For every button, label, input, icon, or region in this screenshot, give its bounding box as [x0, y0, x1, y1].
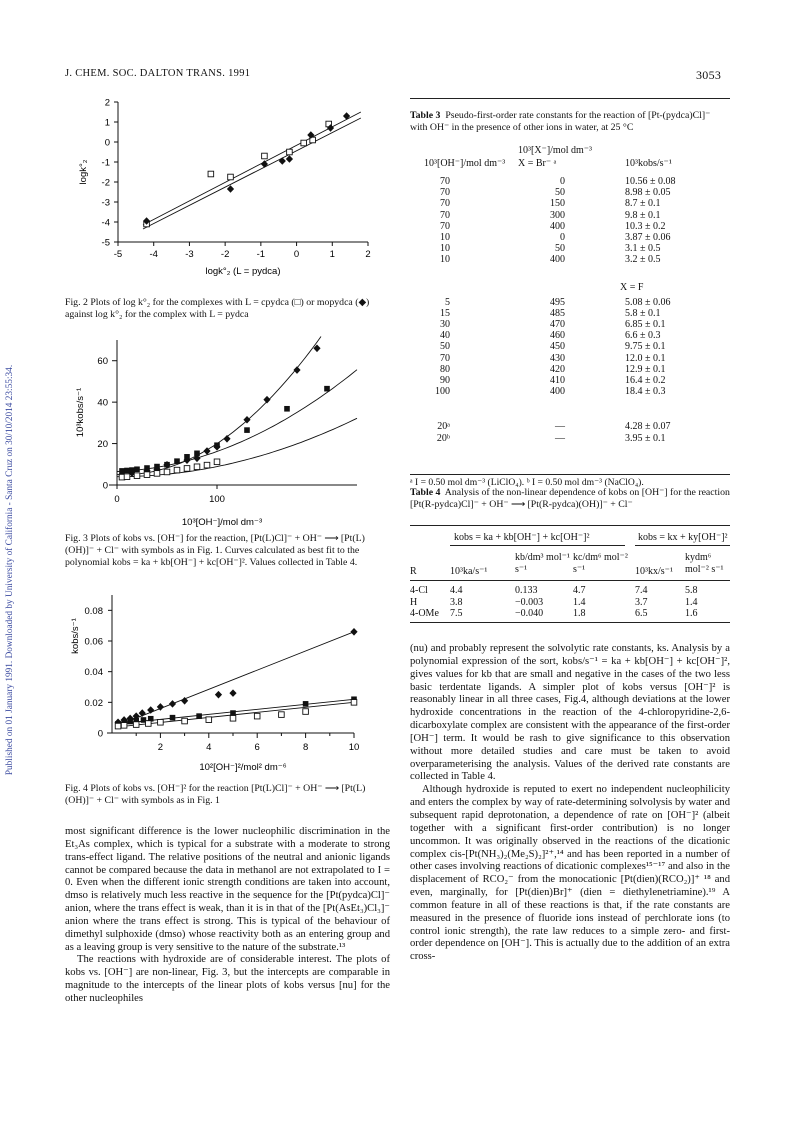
fig4-point-4-ome	[350, 628, 357, 636]
fig3-chart	[75, 337, 357, 529]
fig3-point-4-cl	[214, 459, 220, 465]
fig4-y-tick-label: 0.06	[84, 636, 103, 648]
fig2-point-mopydca	[261, 160, 268, 168]
fig4-chart	[70, 595, 359, 773]
fig4-plot	[70, 590, 390, 773]
table3-cell: 8.98 ± 0.05	[625, 187, 671, 199]
table3-row	[410, 433, 730, 445]
fig2-point-cpydca	[287, 149, 293, 155]
table4-header-ky: kydm⁶ mol⁻² s⁻¹	[685, 552, 724, 575]
fig2-x-tick-label: -2	[220, 249, 230, 260]
fig3-plot	[70, 330, 390, 530]
table3-cell: 12.0 ± 0.1	[625, 352, 666, 364]
table4-top-rule	[410, 525, 730, 526]
fig3-fit-curve	[117, 370, 357, 472]
fig3-y-tick-label: 40	[97, 397, 108, 409]
table3-row	[410, 221, 730, 233]
table3-cell: 18.4 ± 0.3	[625, 385, 666, 397]
table3-cell: 70	[440, 352, 450, 364]
fig3-point-4-cl	[174, 467, 180, 473]
table3-cell: 70	[440, 176, 450, 187]
fig4-y-tick-label: 0.02	[84, 697, 103, 709]
table3-cell: 10.3 ± 0.2	[625, 220, 666, 232]
table3-cell: 70	[440, 209, 450, 221]
table3-cell: 420	[550, 363, 565, 375]
fig3-point-4-cl	[154, 471, 160, 477]
table3-cell: 70	[440, 198, 450, 210]
fig3-point-4-cl	[144, 472, 150, 478]
fig4-point-4-ome	[215, 691, 222, 699]
fig4-fit-line	[118, 702, 354, 727]
table4-header-kb: kb/dm³ mol⁻¹ s⁻¹	[515, 552, 570, 575]
fig2-y-label: logk°₂	[78, 159, 89, 185]
fig4-x-tick-label: 4	[206, 742, 212, 753]
fig2-caption: Fig. 2 Plots of log k°₂ for the complexes with L = cpydca (□) or mopydca (◆) against log k°₂ for the complex with L = pydca	[65, 297, 370, 320]
table4-cell: 1.6	[685, 608, 698, 619]
table3-cell: 40	[440, 330, 450, 342]
fig3-x-label: 10³[OH⁻]/mol dm⁻³	[181, 517, 263, 528]
table3-cell: 30	[440, 319, 450, 331]
table3-cell: 70	[440, 187, 450, 199]
fig4-point-4-cl	[230, 715, 236, 721]
table3-cell: 20ᵇ	[436, 432, 450, 444]
fig3-y-tick-label: 60	[97, 356, 108, 368]
table3-cell: —	[555, 421, 565, 432]
fig2-y-tick-label: 0	[104, 137, 110, 149]
journal-header: J. CHEM. SOC. DALTON TRANS. 1991	[65, 68, 251, 79]
table3-footnote: ᵃ I = 0.50 mol dm⁻³ (LiClO₄). ᵇ I = 0.50 mol dm⁻³ (NaClO₄).	[410, 477, 644, 488]
table3-cell: 0	[560, 232, 565, 243]
fig3-x-tick-label: 0	[114, 494, 120, 505]
table4-cell: 4.7	[573, 585, 586, 596]
fig4-point-h	[230, 710, 236, 716]
table4-cell: −0.040	[515, 608, 544, 619]
table4-header-r: R	[410, 566, 417, 577]
fig4-y-tick-label: 0.04	[84, 667, 103, 679]
fig2-x-tick-label: -1	[256, 249, 266, 260]
table3-cell: 15	[440, 308, 450, 320]
table3-cell: 0	[560, 176, 565, 187]
table4-header-kx: 10³kx/s⁻¹	[635, 566, 673, 577]
fig4-x-label: 10²[OH⁻]²/mol² dm⁻⁶	[199, 762, 287, 773]
fig3-point-4-cl	[164, 469, 170, 475]
table4-eq2: kobs = kx + ky[OH⁻]²	[638, 532, 728, 543]
table4-header-kc: kc/dm⁶ mol⁻² s⁻¹	[573, 552, 628, 575]
table3-row	[410, 198, 730, 210]
table3-row	[410, 176, 730, 188]
table4-bottom-rule	[410, 622, 730, 623]
fig2-point-mopydca	[343, 112, 350, 120]
table4-cell: 1.8	[573, 608, 586, 619]
table3-cell: 3.95 ± 0.1	[625, 432, 666, 444]
fig3-point-4-cl	[134, 473, 140, 479]
fig4-point-4-cl	[146, 721, 152, 727]
fig2-fit-mopydca	[143, 118, 361, 229]
download-watermark: Published on 01 January 1991. Downloaded by University of California - Santa Cruz on 30/10/2014 23:55:34.	[5, 364, 15, 776]
table3-row	[410, 210, 730, 222]
table4-eq1: kobs = ka + kb[OH⁻] + kc[OH⁻]²	[454, 532, 590, 543]
table3-cell: 20ᵃ	[437, 421, 450, 432]
table3-cell: 400	[550, 385, 565, 397]
fig4-point-h	[127, 719, 133, 725]
table3-cell: 90	[440, 374, 450, 386]
fig4-point-4-ome	[147, 706, 154, 714]
fig3-y-tick-label: 0	[102, 480, 108, 492]
left-column-text	[65, 826, 390, 1006]
fig2-point-cpydca	[228, 174, 234, 180]
table3-cell: 495	[550, 297, 565, 308]
fig4-point-4-cl	[121, 723, 127, 729]
fig3-point-h	[284, 406, 290, 412]
table3-row	[410, 421, 730, 433]
fig4-point-4-ome	[169, 700, 176, 708]
fig3-point-4-cl	[204, 462, 210, 468]
fig2-point-mopydca	[279, 157, 286, 165]
table4-cell: 3.8	[450, 596, 463, 608]
fig4-point-h	[170, 715, 176, 721]
fig2-point-mopydca	[286, 155, 293, 163]
fig4-point-h	[303, 701, 309, 707]
table3-header-x: X = Br⁻ ᵃ	[518, 158, 557, 169]
fig2-point-cpydca	[262, 153, 268, 159]
table3-cell: 470	[550, 319, 565, 331]
fig4-x-tick-label: 10	[348, 742, 360, 753]
table3-top-rule	[410, 98, 730, 99]
fig2-point-mopydca	[227, 185, 234, 193]
table4-header-ka: 10³ka/s⁻¹	[450, 566, 488, 577]
fig3-point-h	[119, 468, 125, 474]
fig4-point-4-cl	[303, 709, 309, 715]
page-number: 3053	[696, 68, 722, 82]
table3-cell: 6.85 ± 0.1	[625, 319, 666, 331]
table3-cell: 12.9 ± 0.1	[625, 363, 666, 375]
table4-cell: 1.4	[685, 596, 698, 608]
table3-cell: 4.28 ± 0.07	[625, 421, 671, 432]
fig4-point-4-cl	[279, 712, 285, 718]
table3-row	[410, 187, 730, 199]
fig3-point-4-ome	[263, 396, 270, 404]
fig4-x-tick-label: 8	[302, 742, 309, 753]
table3-cell: 50	[555, 187, 565, 199]
fig2-y-tick-label: 1	[104, 117, 110, 129]
table3-header-f: X = F	[620, 282, 644, 293]
table3-cell: 100	[435, 385, 450, 397]
table3-cell: 6.6 ± 0.3	[625, 330, 661, 342]
table3-cell: 10	[440, 254, 450, 266]
right-paragraph-2: Although hydroxide is reputed to exert no independent nucleophilicity and enters the complex by way of rate-determining solvolysis by water and subsequent rapid deprotonation, a dependence of rate on [OH⁻]² (albeit together with a significant first-order contribution) is no longer uncommon. It was originally observed in the reactions of the dicationic complex cis-[Pt(NH₃)₂(Me₂S)₂]²⁺,¹⁴ and has been reported in a number of other cases involving reactions of dicationic complexes¹⁵⁻¹⁷ and also in the displacement of RCO₂⁻ from the monocationic [Pt(dien)(RCO₂)]⁺ ¹⁸ and even, marginally, for [Pt(dien)Br]⁺ (dien = diethylenetriamine).¹⁹ A common feature in all of these reactions is that, if the rate constants are measured in the presence of fluoride ions instead of perchlorate ions (to control ionic strength), the rate law reduces to a simple zero- and first-order dependence on [OH⁻]. This is actually due to the addition of an extra cross-	[410, 784, 730, 963]
fig3-point-4-ome	[293, 366, 300, 374]
fig2-y-tick-label: -1	[101, 157, 110, 169]
left-paragraph-2: The reactions with hydroxide are of considerable interest. The plots of kobs vs. [OH⁻] are non-linear, Fig. 3, but the intercepts are comparable in magnitude to the intercepts of the linear plots of kobs versus [nu] for the other nucleophiles	[65, 954, 390, 1004]
table3-cell: 10	[440, 232, 450, 243]
fig3-point-4-cl	[184, 466, 190, 472]
table3-cell: 3.2 ± 0.5	[625, 254, 661, 266]
table4-cell: 4-Cl	[410, 585, 428, 596]
table3-cell: 10	[440, 243, 450, 255]
table4-cell: 6.5	[635, 608, 648, 619]
fig3-point-h	[154, 464, 160, 470]
fig3-point-h	[194, 451, 200, 457]
fig3-x-tick-label: 100	[209, 494, 225, 505]
fig3-point-4-cl	[124, 474, 130, 480]
fig2-x-tick-label: -4	[149, 249, 158, 260]
fig2-x-tick-label: 0	[293, 249, 300, 260]
fig3-point-h	[129, 467, 135, 473]
table3-cell: 400	[550, 254, 565, 266]
fig3-point-4-cl	[194, 464, 200, 470]
fig4-point-4-ome	[229, 689, 236, 697]
table3-cell: 460	[550, 330, 565, 342]
fig3-point-h	[164, 462, 170, 468]
table3-header-x-top: 10³[X⁻]/mol dm⁻³	[518, 145, 593, 156]
fig3-point-h	[124, 468, 130, 474]
fig4-y-tick-label: 0.08	[84, 605, 103, 617]
fig4-x-tick-label: 2	[157, 742, 164, 753]
fig2-x-tick-label: 2	[365, 249, 371, 260]
table3-title: Table 3 Pseudo-first-order rate constants for the reaction of [Pt-(pydca)Cl]⁻ with OH⁻ in the presence of other ions in water, at 25 °C	[410, 110, 711, 133]
fig3-fit-curve	[117, 337, 321, 475]
table3-cell: 450	[550, 341, 565, 353]
table4-cell: 4.4	[450, 585, 463, 596]
left-paragraph-1: most significant difference is the lower nucleophilic discrimination in the Et₃As complex, which is typical for a substrate with a moderate to strong trans-effect ligand. The relative positions of the neutral and anionic ligands cannot be compared because the data in methanol are not extrapolated to I = 0. Even when the different ionic strength conditions are taken into account, dmso is relatively much less reactive in the sequence for the [Pt(pydca)Cl]⁻ anion, where the trans effect is weak, than it is in that of the [Pt(AsEt₃)Cl₃]⁻ anion where the trans effect is strong. This is typical of the behaviour of dimethyl sulphoxide (dmso) whose reactivity both as an entering group and as a leaving group is very sensitive to the nature of the substrate.¹³	[65, 826, 390, 953]
table3-cell: —	[555, 432, 565, 444]
fig2-y-tick-label: 2	[104, 97, 110, 109]
fig2-x-tick-label: 1	[329, 249, 335, 260]
table4	[410, 530, 730, 630]
fig3-point-h	[324, 386, 330, 392]
right-paragraph-1: (nu) and probably represent the solvolytic rate constants, ks. Analysis by a polynomial expression of the sort, kobs/s⁻¹ = ka + kb[OH⁻] + kc[OH⁻]², gives values for kb that are small and negative in the cases of the two less basic terdentate ligands. A simpler plot of kobs versus [OH⁻]² is reasonably linear in all three cases, Fig.4, although deviations at the lower hydroxide concentrations in the reaction of the 4-chloropyridine-2,6-dicarboxylate complex are consistent with the appearance of the first-order [OH⁻] term. It would be rash to give significance to this observation without more detailed studies and care must be taken to avoid overparameterising the analysis. Values of the derived rate constants are collected in Table 4.	[410, 643, 730, 783]
table3-cell: 400	[550, 220, 565, 232]
table3-cell: 10.56 ± 0.08	[625, 176, 676, 187]
fig2-x-label: logk°₂ (L = pydca)	[205, 266, 281, 277]
table4-row	[410, 597, 730, 609]
fig4-point-4-cl	[254, 713, 260, 719]
fig2-y-tick-label: -5	[101, 237, 110, 249]
fig4-point-4-cl	[351, 700, 357, 706]
fig3-point-h	[174, 458, 180, 464]
fig2-x-tick-label: -3	[185, 249, 194, 260]
table4-title: Table 4 Analysis of the non-linear dependence of kobs on [OH⁻] for the reaction [Pt(R-pydca)Cl]⁻ + OH⁻ ⟶ [Pt(R-pydca)(OH)]⁻ + Cl⁻	[410, 487, 730, 510]
fig2-y-tick-label: -2	[101, 177, 110, 189]
fig4-point-4-ome	[139, 709, 146, 717]
fig4-point-4-cl	[206, 717, 212, 723]
table3-cell: 70	[440, 220, 450, 232]
fig3-point-h	[134, 466, 140, 472]
fig4-point-4-cl	[133, 722, 139, 728]
fig2-y-tick-label: -3	[101, 197, 110, 209]
table3-cell: 9.75 ± 0.1	[625, 341, 666, 353]
table4-cell: 5.8	[685, 585, 698, 596]
fig3-point-h	[144, 465, 150, 471]
table3-row	[410, 386, 730, 398]
table3-cell: 485	[550, 308, 565, 320]
table3-cell: 3.87 ± 0.06	[625, 232, 671, 243]
fig2-chart	[78, 98, 371, 278]
table4-cell: 7.4	[635, 585, 648, 596]
table4-cell: 4-OMe	[410, 608, 439, 619]
table4-cell: −0.003	[515, 596, 544, 608]
table3-cell: 300	[550, 209, 565, 221]
fig4-point-4-cl	[158, 719, 164, 725]
fig3-point-h	[244, 427, 250, 433]
fig3-caption: Fig. 3 Plots of kobs vs. [OH⁻] for the reaction, [Pt(L)Cl]⁻ + OH⁻ ⟶ [Pt(L)(OH)]⁻ + Cl⁻ with symbols as in Fig. 1. Curves calculated as best fit to the polynomial kobs = ka + kb[OH⁻] + kc[OH⁻]². Values collected in Table 4.	[65, 533, 365, 568]
fig3-y-tick-label: 20	[97, 439, 108, 451]
table3-cell: 410	[550, 374, 565, 386]
table4-cell: 1.4	[573, 596, 586, 608]
table3-cell: 8.7 ± 0.1	[625, 198, 661, 210]
table4-cell: H	[410, 596, 418, 608]
table3-row	[410, 232, 730, 244]
table4-cell: 0.133	[515, 585, 538, 596]
fig2-y-tick-label: -4	[101, 217, 110, 229]
table3-cell: 5	[445, 297, 450, 308]
table4-cell: 3.7	[635, 596, 648, 608]
table4-row	[410, 585, 730, 597]
fig3-point-h	[184, 454, 190, 460]
table3-cell: 5.08 ± 0.06	[625, 297, 671, 308]
table4-cell: 7.5	[450, 608, 463, 619]
fig4-point-h	[196, 713, 202, 719]
fig2-point-cpydca	[301, 140, 307, 146]
table3-cell: 50	[555, 243, 565, 255]
fig4-x-tick-label: 6	[254, 742, 260, 753]
fig4-y-tick-label: 0	[97, 728, 103, 740]
fig2-x-tick-label: -5	[113, 249, 123, 260]
fig4-caption: Fig. 4 Plots of kobs vs. [OH⁻]² for the reaction [Pt(L)Cl]⁻ + OH⁻ ⟶ [Pt(L)(OH)]⁻ + Cl⁻ with symbols as in Fig. 1	[65, 783, 366, 806]
table3	[410, 145, 730, 475]
table3-header-k: 10³kobs/s⁻¹	[625, 158, 672, 169]
fig3-point-4-ome	[223, 435, 230, 443]
right-column-text	[410, 643, 730, 964]
table3-cell: 430	[550, 352, 565, 364]
fig4-point-4-cl	[182, 718, 188, 724]
fig3-point-h	[214, 442, 220, 448]
table3-cell: 150	[550, 198, 565, 210]
table3-cell: 9.8 ± 0.1	[625, 209, 661, 221]
table3-cell: 50	[440, 341, 450, 353]
fig2-plot	[70, 90, 390, 290]
fig3-y-label: 10³kobs/s⁻¹	[75, 387, 86, 438]
table3-cell: 16.4 ± 0.2	[625, 374, 666, 386]
table3-cell: 80	[440, 363, 450, 375]
table3-row	[410, 254, 730, 266]
table3-header-oh: 10³[OH⁻]/mol dm⁻³	[424, 158, 506, 169]
table4-row	[410, 608, 730, 620]
fig4-point-4-cl	[115, 723, 121, 729]
table3-cell: 3.1 ± 0.5	[625, 243, 661, 255]
fig2-point-cpydca	[208, 171, 214, 177]
table3-cell: 5.8 ± 0.1	[625, 308, 661, 320]
table3-row	[410, 243, 730, 255]
table3-bottom-rule	[410, 474, 730, 475]
fig4-y-label: kobs/s⁻¹	[70, 618, 81, 654]
